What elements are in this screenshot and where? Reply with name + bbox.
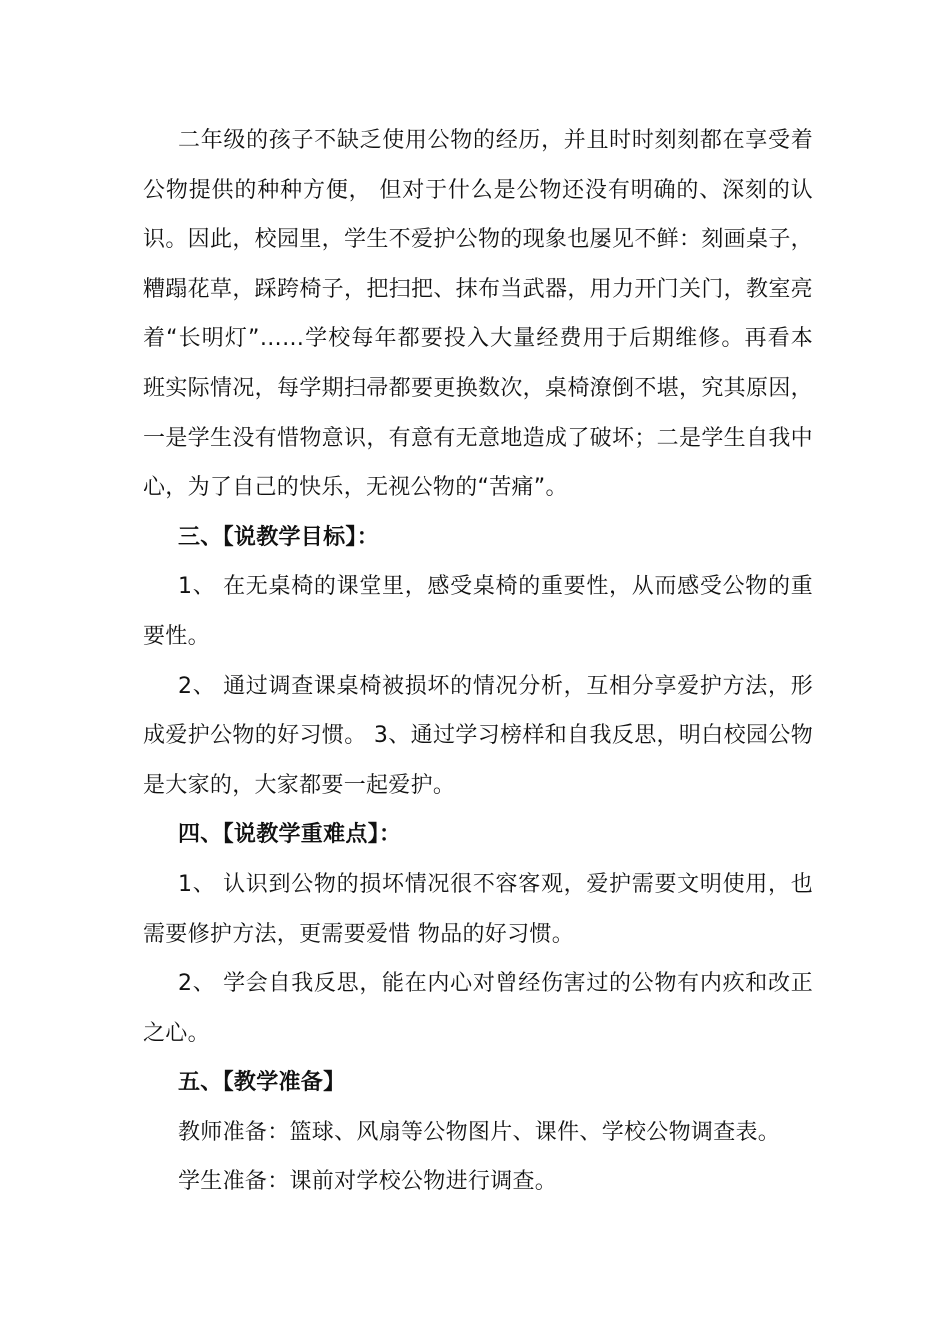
key-point-1: 1、 认识到公物的损坏情况很不容客观，爱护需要文明使用，也需要修护方法，更需要爱惜 物品的好习惯。 [143, 871, 813, 947]
teacher-preparation: 教师准备：篮球、风扇等公物图片、课件、学校公物调查表。 [178, 1119, 781, 1145]
section-three-heading: 三、【说教学目标】： [178, 524, 380, 550]
teaching-goal-1: 1、 在无桌椅的课堂里，感受桌椅的重要性，从而感受公物的重要性。 [143, 574, 813, 649]
student-preparation: 学生准备：课前对学校公物进行调查。 [178, 1169, 558, 1195]
intro-paragraph: 二年级的孩子不缺乏使用公物的经历，并且时时刻刻都在享受着公物提供的种种方便， 但对于什么是公物还没有明确的、深刻的认识。因此，校园里，学生不爱护公物的现象也屡见不鲜：刻画桌子，糟蹋花草，踩跨椅子，把扫把、抹布当武器，用力开门关门，教室亮着“长明灯”……学校每年都要投入大量经费用于后期维修。再看本班实际情况，每学期扫帚都要更换数次，桌椅潦倒不堪，究其原因，一是学生没有惜物意识，有意有无意地造成了破坏；二是学生自我中心，为了自己的快乐，无视公物的“苦痛”。 [143, 128, 813, 501]
document-body [143, 116, 813, 1207]
key-point-2: 2、 学会自我反思，能在内心对曾经伤害过的公物有内疚和改正之心。 [143, 971, 813, 1046]
teaching-goal-2-3: 2、 通过调查课桌椅被损坏的情况分析，互相分享爱护方法，形成爱护公物的好习惯。 3、通过学习榜样和自我反思，明白校园公物是大家的，大家都要一起爱护。 [143, 673, 813, 798]
section-five-heading: 五、【教学准备】 [178, 1070, 346, 1096]
section-four-heading: 四、【说教学重难点】： [178, 822, 402, 848]
